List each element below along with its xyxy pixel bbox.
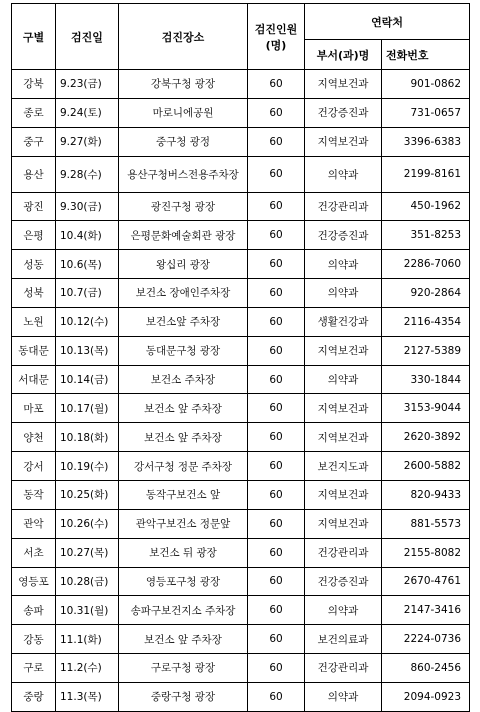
cell-place: 동대문구청 광장 xyxy=(119,336,248,365)
cell-date: 9.27(화) xyxy=(56,127,119,156)
cell-date: 10.6(목) xyxy=(56,250,119,279)
cell-count: 60 xyxy=(248,567,305,596)
cell-district: 강북 xyxy=(12,70,56,99)
cell-count: 60 xyxy=(248,279,305,308)
cell-place: 보건소 주차장 xyxy=(119,365,248,394)
cell-dept: 의약과 xyxy=(305,596,382,625)
cell-place: 광진구청 광장 xyxy=(119,192,248,221)
cell-count: 60 xyxy=(248,654,305,683)
cell-count: 60 xyxy=(248,596,305,625)
cell-date: 10.31(월) xyxy=(56,596,119,625)
cell-date: 10.7(금) xyxy=(56,279,119,308)
cell-dept: 보건지도과 xyxy=(305,452,382,481)
table-row xyxy=(12,423,470,452)
cell-count: 60 xyxy=(248,394,305,423)
table-row xyxy=(12,480,470,509)
cell-phone: 330-1844 xyxy=(382,365,470,394)
table-row xyxy=(12,596,470,625)
screening-schedule-table xyxy=(11,3,470,712)
cell-dept: 의약과 xyxy=(305,682,382,711)
table-row xyxy=(12,98,470,127)
cell-place: 왕십리 광장 xyxy=(119,250,248,279)
cell-district: 마포 xyxy=(12,394,56,423)
cell-place: 중랑구청 광장 xyxy=(119,682,248,711)
cell-place: 구로구청 광장 xyxy=(119,654,248,683)
cell-date: 10.17(월) xyxy=(56,394,119,423)
cell-phone: 2670-4761 xyxy=(382,567,470,596)
table-row xyxy=(12,654,470,683)
cell-district: 은평 xyxy=(12,221,56,250)
cell-count: 60 xyxy=(248,625,305,654)
table-header xyxy=(12,4,470,70)
header-district: 구별 xyxy=(12,4,56,70)
cell-count: 60 xyxy=(248,365,305,394)
table-row xyxy=(12,365,470,394)
cell-count: 60 xyxy=(248,336,305,365)
cell-place: 동작구보건소 앞 xyxy=(119,480,248,509)
cell-district: 강서 xyxy=(12,452,56,481)
cell-place: 보건소 앞 주차장 xyxy=(119,423,248,452)
cell-district: 광진 xyxy=(12,192,56,221)
cell-place: 보건소 앞 주차장 xyxy=(119,394,248,423)
table-row xyxy=(12,509,470,538)
cell-place: 보건소앞 주차장 xyxy=(119,307,248,336)
table-row xyxy=(12,250,470,279)
cell-district: 양천 xyxy=(12,423,56,452)
cell-place: 은평문화예술회관 광장 xyxy=(119,221,248,250)
cell-date: 10.12(수) xyxy=(56,307,119,336)
cell-district: 서초 xyxy=(12,538,56,567)
cell-place: 보건소 앞 주차장 xyxy=(119,625,248,654)
cell-dept: 지역보건과 xyxy=(305,394,382,423)
cell-count: 60 xyxy=(248,192,305,221)
cell-count: 60 xyxy=(248,221,305,250)
cell-place: 영등포구청 광장 xyxy=(119,567,248,596)
header-phone: 전화번호 xyxy=(382,40,470,70)
cell-date: 10.19(수) xyxy=(56,452,119,481)
header-count: 검진인원 (명) xyxy=(248,4,305,70)
cell-dept: 보건의료과 xyxy=(305,625,382,654)
table-row xyxy=(12,452,470,481)
cell-dept: 의약과 xyxy=(305,250,382,279)
cell-count: 60 xyxy=(248,70,305,99)
cell-dept: 의약과 xyxy=(305,279,382,308)
cell-phone: 3153-9044 xyxy=(382,394,470,423)
cell-district: 영등포 xyxy=(12,567,56,596)
cell-district: 성동 xyxy=(12,250,56,279)
table-row xyxy=(12,307,470,336)
cell-phone: 2600-5882 xyxy=(382,452,470,481)
cell-date: 9.28(수) xyxy=(56,156,119,192)
cell-count: 60 xyxy=(248,250,305,279)
cell-place: 송파구보건지소 주차장 xyxy=(119,596,248,625)
header-contact: 연락처 xyxy=(305,4,470,40)
cell-date: 11.3(목) xyxy=(56,682,119,711)
cell-date: 10.4(화) xyxy=(56,221,119,250)
table-row xyxy=(12,336,470,365)
table-row xyxy=(12,192,470,221)
header-place: 검진장소 xyxy=(119,4,248,70)
cell-phone: 881-5573 xyxy=(382,509,470,538)
cell-place: 강서구청 정문 주차장 xyxy=(119,452,248,481)
cell-place: 관악구보건소 정문앞 xyxy=(119,509,248,538)
cell-district: 동대문 xyxy=(12,336,56,365)
cell-place: 중구청 광정 xyxy=(119,127,248,156)
cell-phone: 450-1962 xyxy=(382,192,470,221)
cell-count: 60 xyxy=(248,682,305,711)
cell-date: 10.28(금) xyxy=(56,567,119,596)
cell-count: 60 xyxy=(248,98,305,127)
cell-district: 종로 xyxy=(12,98,56,127)
cell-date: 9.23(금) xyxy=(56,70,119,99)
cell-phone: 2620-3892 xyxy=(382,423,470,452)
cell-phone: 2199-8161 xyxy=(382,156,470,192)
cell-place: 보건소 장애인주차장 xyxy=(119,279,248,308)
cell-dept: 건강관리과 xyxy=(305,538,382,567)
cell-dept: 지역보건과 xyxy=(305,480,382,509)
cell-phone: 920-2864 xyxy=(382,279,470,308)
table-row xyxy=(12,394,470,423)
cell-place: 강북구청 광장 xyxy=(119,70,248,99)
table-row xyxy=(12,221,470,250)
cell-dept: 건강관리과 xyxy=(305,192,382,221)
cell-district: 용산 xyxy=(12,156,56,192)
cell-dept: 지역보건과 xyxy=(305,127,382,156)
cell-phone: 901-0862 xyxy=(382,70,470,99)
cell-count: 60 xyxy=(248,509,305,538)
table-row xyxy=(12,567,470,596)
cell-dept: 건강증진과 xyxy=(305,567,382,596)
cell-dept: 생활건강과 xyxy=(305,307,382,336)
cell-phone: 820-9433 xyxy=(382,480,470,509)
cell-count: 60 xyxy=(248,307,305,336)
cell-dept: 건강증진과 xyxy=(305,221,382,250)
cell-district: 구로 xyxy=(12,654,56,683)
cell-dept: 지역보건과 xyxy=(305,336,382,365)
table-row xyxy=(12,279,470,308)
table-body xyxy=(12,70,470,712)
cell-phone: 2127-5389 xyxy=(382,336,470,365)
cell-phone: 2116-4354 xyxy=(382,307,470,336)
cell-date: 10.13(목) xyxy=(56,336,119,365)
cell-date: 10.25(화) xyxy=(56,480,119,509)
cell-date: 11.2(수) xyxy=(56,654,119,683)
cell-count: 60 xyxy=(248,480,305,509)
cell-phone: 2155-8082 xyxy=(382,538,470,567)
cell-district: 성북 xyxy=(12,279,56,308)
table-row xyxy=(12,70,470,99)
cell-dept: 지역보건과 xyxy=(305,423,382,452)
cell-dept: 지역보건과 xyxy=(305,509,382,538)
cell-district: 서대문 xyxy=(12,365,56,394)
cell-district: 동작 xyxy=(12,480,56,509)
table-row xyxy=(12,625,470,654)
cell-place: 용산구청버스전용주차장 xyxy=(119,156,248,192)
cell-phone: 2147-3416 xyxy=(382,596,470,625)
cell-place: 마로니에공원 xyxy=(119,98,248,127)
cell-dept: 의약과 xyxy=(305,365,382,394)
cell-phone: 2094-0923 xyxy=(382,682,470,711)
cell-date: 10.27(목) xyxy=(56,538,119,567)
cell-count: 60 xyxy=(248,127,305,156)
cell-date: 9.24(토) xyxy=(56,98,119,127)
cell-count: 60 xyxy=(248,452,305,481)
cell-date: 10.26(수) xyxy=(56,509,119,538)
table-row xyxy=(12,682,470,711)
table-row xyxy=(12,538,470,567)
cell-district: 노원 xyxy=(12,307,56,336)
cell-phone: 2286-7060 xyxy=(382,250,470,279)
cell-district: 관악 xyxy=(12,509,56,538)
cell-place: 보건소 뒤 광장 xyxy=(119,538,248,567)
table-row xyxy=(12,156,470,192)
cell-phone: 2224-0736 xyxy=(382,625,470,654)
cell-phone: 3396-6383 xyxy=(382,127,470,156)
header-date: 검진일 xyxy=(56,4,119,70)
cell-phone: 351-8253 xyxy=(382,221,470,250)
cell-date: 10.18(화) xyxy=(56,423,119,452)
cell-count: 60 xyxy=(248,156,305,192)
cell-phone: 731-0657 xyxy=(382,98,470,127)
cell-date: 9.30(금) xyxy=(56,192,119,221)
cell-count: 60 xyxy=(248,538,305,567)
cell-district: 강동 xyxy=(12,625,56,654)
cell-dept: 지역보건과 xyxy=(305,70,382,99)
cell-count: 60 xyxy=(248,423,305,452)
cell-district: 중구 xyxy=(12,127,56,156)
table-row xyxy=(12,127,470,156)
cell-district: 송파 xyxy=(12,596,56,625)
cell-date: 10.14(금) xyxy=(56,365,119,394)
cell-dept: 건강관리과 xyxy=(305,654,382,683)
cell-phone: 860-2456 xyxy=(382,654,470,683)
header-dept: 부서(과)명 xyxy=(305,40,382,70)
cell-dept: 의약과 xyxy=(305,156,382,192)
cell-dept: 건강증진과 xyxy=(305,98,382,127)
cell-district: 중랑 xyxy=(12,682,56,711)
cell-date: 11.1(화) xyxy=(56,625,119,654)
